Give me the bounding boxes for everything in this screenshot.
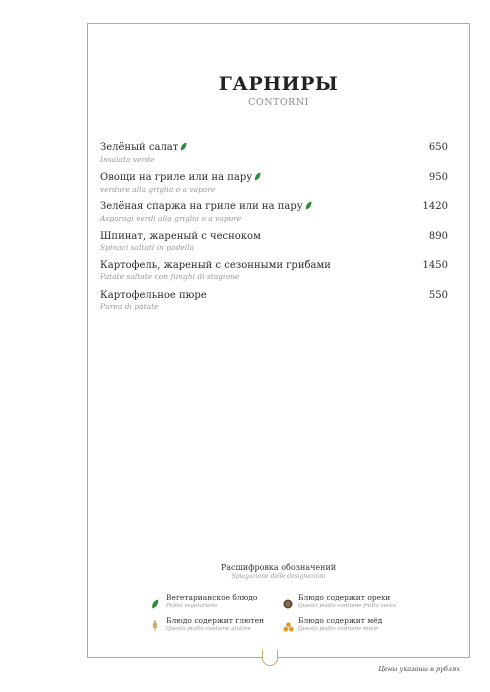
leaf-icon bbox=[305, 201, 312, 214]
leaf-icon bbox=[254, 172, 261, 185]
item-name: Картофель, жареный с сезонными грибами bbox=[100, 260, 331, 272]
item-price: 950 bbox=[428, 171, 448, 183]
leaf-icon bbox=[151, 594, 159, 613]
wheat-icon bbox=[151, 617, 159, 636]
item-italian-name: Purea di patate bbox=[100, 301, 159, 311]
leaf-icon bbox=[180, 142, 187, 155]
item-italian-name: Insalata verde bbox=[100, 155, 155, 164]
item-italian-name: Patate saltate con funghi di stagione bbox=[100, 272, 240, 282]
menu-item bbox=[100, 230, 448, 260]
page-title: ГАРНИРЫ bbox=[218, 73, 339, 95]
honey-icon bbox=[283, 617, 294, 636]
menu-item bbox=[100, 141, 448, 171]
menu-item bbox=[100, 171, 448, 201]
legend-subtitle: Spiegazione delle designazioni bbox=[231, 573, 326, 580]
item-name: Овощи на гриле или на пару bbox=[100, 171, 448, 185]
item-price: 1420 bbox=[422, 201, 448, 213]
item-price: 1450 bbox=[422, 260, 448, 272]
item-italian-name: verdure alla griglia o a vapore bbox=[100, 184, 216, 194]
menu-item bbox=[100, 289, 448, 319]
item-italian-name: Spinaci saltati in padella bbox=[100, 242, 195, 252]
item-name: Зелёная спаржа на гриле или на пару bbox=[100, 200, 448, 214]
item-price: 650 bbox=[428, 142, 448, 153]
page-subtitle: CONTORNI bbox=[248, 97, 309, 108]
item-italian-name: Asparagi verdi alla griglia o a vapore bbox=[100, 214, 242, 224]
menu-item bbox=[100, 259, 448, 289]
menu-list bbox=[100, 141, 448, 319]
item-name: Зелёный салат bbox=[100, 141, 448, 155]
item-name: Шпинат, жареный с чесноком bbox=[100, 230, 261, 242]
item-price: 550 bbox=[428, 289, 448, 301]
prices-note: Цены указаны в рублях bbox=[378, 665, 460, 673]
nut-icon bbox=[283, 594, 293, 613]
item-price: 890 bbox=[428, 230, 448, 242]
menu-item bbox=[100, 200, 448, 230]
legend-title: Расшифровка обозначений bbox=[220, 563, 337, 572]
item-name: Картофельное пюре bbox=[100, 289, 207, 301]
